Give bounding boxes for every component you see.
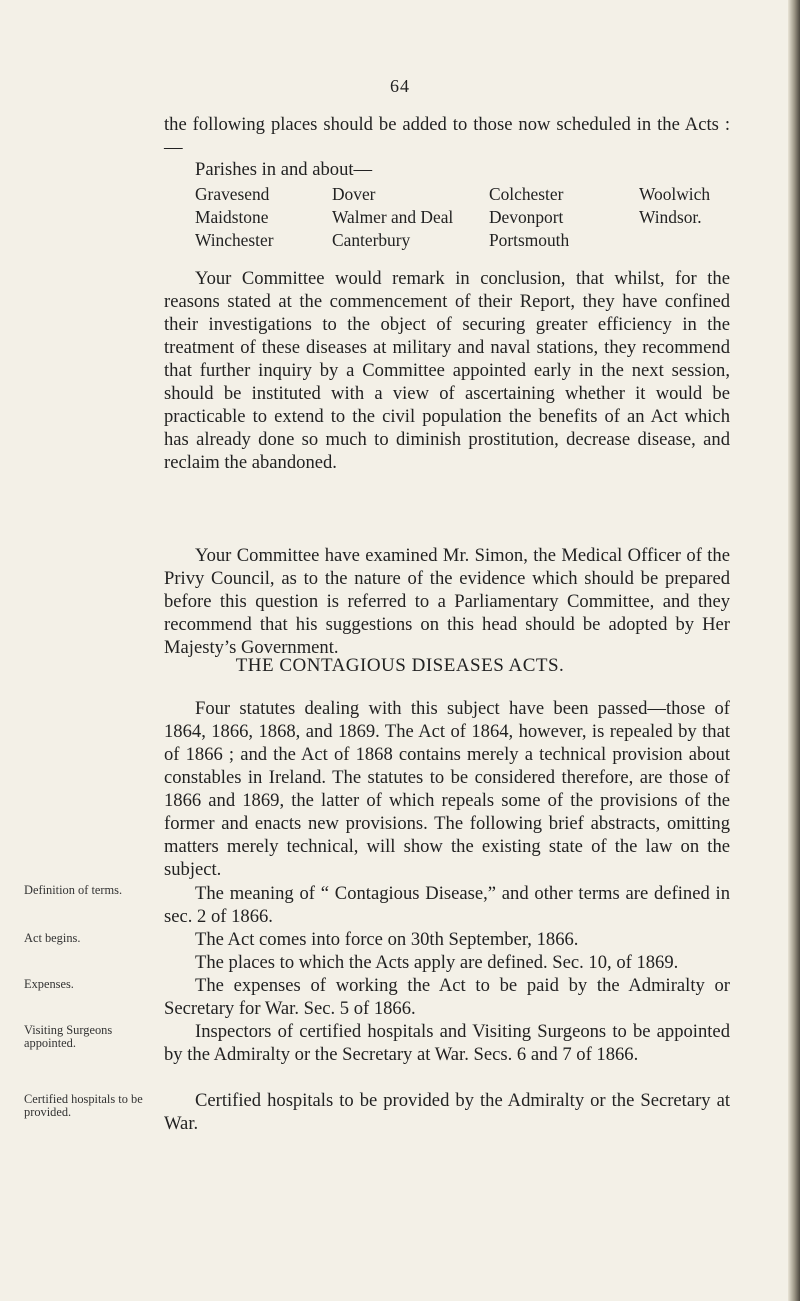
margin-note-certified-hospitals: Certified hospitals to be provided. (24, 1092, 143, 1119)
entry-certified-hospitals: Certified hospitals to be provided by the Admiralty or the Secretary at War. (164, 1090, 730, 1134)
entry-places-defined: The places to which the Acts apply are defined. Sec. 10, of 1869. (195, 952, 679, 973)
place-cell: Gravesend (195, 184, 270, 204)
place-cell: Devonport (489, 207, 564, 227)
margin-note-expenses: Expenses. (24, 977, 74, 991)
place-cell: Walmer and Deal (332, 207, 454, 227)
place-cell: Winchester (195, 230, 274, 250)
place-cell: Canterbury (332, 230, 411, 250)
intro-text: the following places should be added to those now scheduled in the Acts :— (164, 114, 730, 158)
place-cell: Maidstone (195, 207, 269, 227)
entry-visiting-surgeons: Inspectors of certified hospitals and Visiting Surgeons to be appointed by the Admiralty or the Secretary at War. Secs. 6 and 7 of 1866. (164, 1021, 730, 1065)
statutes-paragraph: Four statutes dealing with this subject have been passed—those of 1864, 1866, 1868, and 1869. The Act of 1864, however, is repealed by that of 1866 ; and the Act of 1868 contains merely a technical provision about constables in Ireland. The statutes to be considered therefore, are those of 1866 and 1869, the latter of which repeals some of the provisions of the former and enacts new provisions. The following brief abstracts, omitting matters merely technical, will show the existing state of the law on the subject. (164, 698, 730, 880)
margin-note-visiting-surgeons: Visiting Surgeons appointed. (24, 1023, 113, 1050)
committee-paragraph-2: Your Committee have examined Mr. Simon, the Medical Officer of the Privy Council, as to the nature of the evidence which should be prepared before this question is referred to a Parliamentary Committee, and they recommend that his suggestions on this head should be adopted by Her Majesty’s Government. (164, 545, 730, 658)
place-cell: Portsmouth (489, 230, 570, 250)
entry-expenses: The expenses of working the Act to be paid by the Admiralty or Secretary for War. Sec. 5 of 1866. (164, 975, 730, 1019)
place-cell: Woolwich (639, 184, 711, 204)
margin-note-act-begins: Act begins. (24, 931, 81, 945)
margin-note-definition: Definition of terms. (24, 883, 123, 897)
entry-act-begins: The Act comes into force on 30th September, 1866. (195, 929, 579, 950)
parishes-heading: Parishes in and about— (195, 159, 373, 180)
place-cell: Dover (332, 184, 376, 204)
place-cell: Windsor. (639, 207, 702, 227)
page-number: 64 (390, 76, 410, 96)
section-heading: THE CONTAGIOUS DISEASES ACTS. (235, 655, 565, 676)
committee-paragraph-1: Your Committee would remark in conclusion, that whilst, for the reasons stated at the commencement of their Report, they have confined their investigations to the object of securing greater efficiency in the treatment of these diseases at military and naval stations, they recommend that further inquiry by a Committee appointed early in the next session, should be instituted with a view of ascertaining whether it would be practicable to extend to the civil population the benefits of an Act which has already done so much to diminish prostitution, decrease disease, and reclaim the abandoned. (164, 268, 730, 473)
page-binding-edge (788, 0, 800, 1301)
place-cell: Colchester (489, 184, 564, 204)
entry-definition: The meaning of “ Contagious Disease,” and other terms are defined in sec. 2 of 1866. (164, 883, 730, 927)
